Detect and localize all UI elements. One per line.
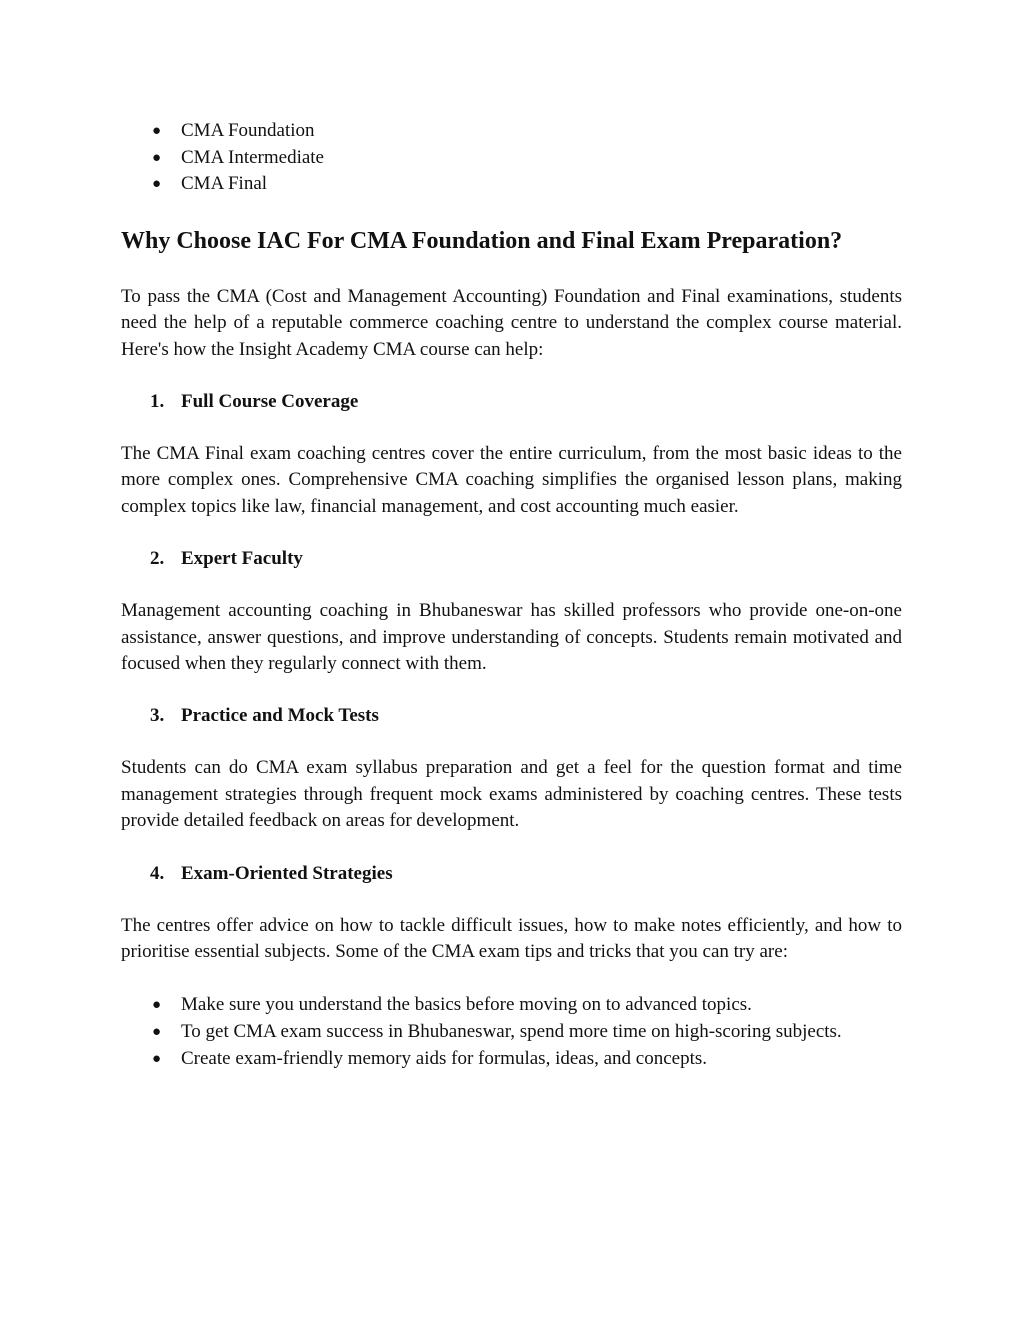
subheading-number: 4.: [150, 862, 165, 884]
subheading-exam-oriented-strategies: [121, 861, 902, 887]
bullet-icon: ●: [152, 176, 162, 193]
subheading-number: 3.: [150, 705, 165, 727]
list-item: ● CMA Intermediate: [121, 145, 902, 172]
list-item: ● To get CMA exam success in Bhubaneswar, spend more time on high-scoring subjects.: [121, 1019, 902, 1046]
bullet-icon: ●: [152, 123, 162, 139]
list-item: ● Make sure you understand the basics before moving on to advanced topics.: [121, 992, 902, 1019]
paragraph-practice-mock-tests: Students can do CMA exam syllabus preparation and get a feel for the question format and time management strategies through frequent mock exams administered by coaching centres. These tests provide detailed feedback on areas for development.: [121, 757, 902, 832]
subheading-title: Exam-Oriented Strategies: [181, 862, 393, 884]
paragraph-exam-oriented-strategies: The centres offer advice on how to tackle difficult issues, how to make notes efficiently, and how to prioritise essential subjects. Some of the CMA exam tips and tricks that you can try are:: [121, 914, 902, 963]
section-heading: Why Choose IAC For CMA Foundation and Final Exam Preparation?: [121, 227, 843, 254]
subheading-title: Practice and Mock Tests: [181, 705, 379, 727]
subheading-title: Full Course Coverage: [181, 391, 359, 412]
list-item: ● Create exam-friendly memory aids for formulas, ideas, and concepts.: [121, 1046, 902, 1073]
bullet-icon: ●: [152, 149, 162, 166]
list-item: ● CMA Foundation: [121, 118, 902, 145]
subheading-number: 2.: [150, 548, 165, 570]
subheading-number: 1.: [150, 391, 165, 412]
subheading-expert-faculty: [121, 546, 902, 572]
list-item: ● CMA Final: [121, 171, 902, 198]
bullet-icon: ●: [152, 1050, 162, 1067]
subheading-title: Expert Faculty: [181, 548, 303, 570]
intro-bullet-list: [121, 118, 902, 198]
document-page: [121, 118, 902, 1072]
intro-paragraph: To pass the CMA (Cost and Management Accounting) Foundation and Final examinations, students need the help of a reputable commerce coaching centre to understand the complex course material. Here's how the Insight Academy CMA course can help:: [121, 285, 902, 360]
paragraph-expert-faculty: Management accounting coaching in Bhubaneswar has skilled professors who provide one-on-one assistance, answer questions, and improve understanding of concepts. Students remain motivated and focused when they regularly connect with them.: [121, 600, 902, 675]
tips-bullet-list: [121, 992, 902, 1072]
bullet-icon: ●: [152, 1024, 162, 1041]
paragraph-full-course-coverage: The CMA Final exam coaching centres cover the entire curriculum, from the most basic ideas to the more complex ones. Comprehensive CMA coaching simplifies the organised lesson plans, making complex topics like law, financial management, and cost accounting much easier.: [121, 443, 902, 517]
subheading-practice-mock-tests: [121, 703, 902, 729]
subheading-full-course-coverage: [121, 389, 902, 415]
bullet-icon: ●: [152, 997, 162, 1014]
